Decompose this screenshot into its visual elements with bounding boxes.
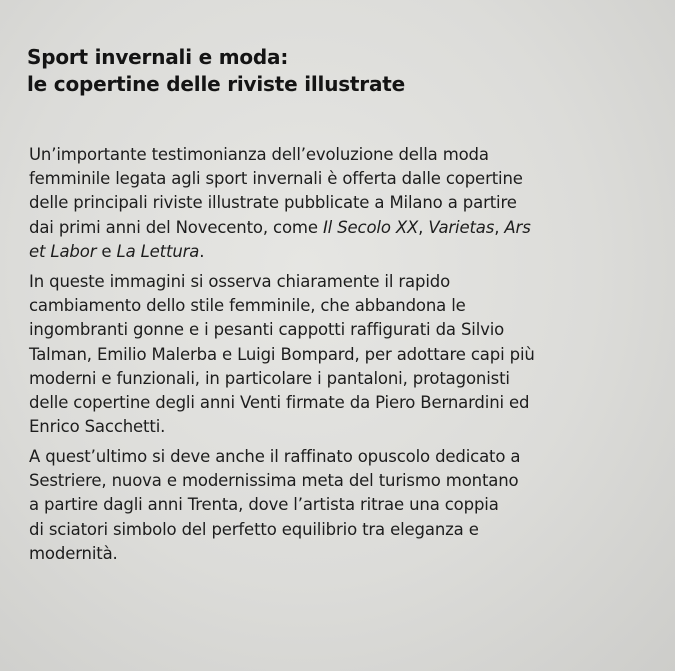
text-line: A quest’ultimo si deve anche il raffinato opuscolo dedicato a xyxy=(29,447,521,466)
text-line: a partire dagli anni Trenta, dove l’artista ritrae una coppia xyxy=(29,495,499,515)
magazine-title-ars-et-labor: Ars xyxy=(504,217,531,237)
text-line: modernità. xyxy=(29,543,118,563)
text-line: delle principali riviste illustrate pubblicate a Milano a partire xyxy=(29,193,517,213)
paragraph-style-change xyxy=(29,270,535,439)
text-line: di sciatori simbolo del perfetto equilibrio tra eleganza e xyxy=(29,519,479,539)
text-line: In queste immagini si osserva chiaramente il rapido xyxy=(29,272,451,291)
text-line: femminile legata agli sport invernali è offerta dalle copertine xyxy=(29,169,523,189)
text-line: moderni e funzionali, in particolare i pantaloni, protagonisti xyxy=(29,368,510,388)
magazine-title-varietas: Varietas xyxy=(428,217,495,237)
title-line-1: Sport invernali e moda: xyxy=(27,45,289,69)
text-run: , xyxy=(494,217,505,237)
magazine-title-ars-et-labor-cont: et Labor xyxy=(29,241,97,261)
text-line: delle copertine degli anni Venti firmate da Piero Bernardini ed xyxy=(29,393,530,413)
text-run: . xyxy=(199,241,205,261)
panel-title xyxy=(27,44,405,98)
magazine-title-il-secolo-xx: Il Secolo XX xyxy=(322,217,419,237)
text-line xyxy=(29,216,531,240)
paragraph-sestriere xyxy=(29,445,520,566)
paragraph-intro xyxy=(29,143,531,264)
text-line: Talman, Emilio Malerba e Luigi Bompard, per adottare capi più xyxy=(29,344,535,364)
text-run: dai primi anni del Novecento, come xyxy=(29,217,323,237)
text-line: ingombranti gonne e i pesanti cappotti raffigurati da Silvio xyxy=(29,320,505,340)
text-line: Sestriere, nuova e modernissima meta del turismo montano xyxy=(29,471,519,491)
title-line-2: le copertine delle riviste illustrate xyxy=(27,72,405,96)
text-line: Enrico Sacchetti. xyxy=(29,417,166,437)
text-line: Un’importante testimonianza dell’evoluzione della moda xyxy=(29,145,489,164)
text-line xyxy=(29,240,531,264)
magazine-title-la-lettura: La Lettura xyxy=(116,241,200,261)
text-run: , xyxy=(418,217,429,237)
text-line: cambiamento dello stile femminile, che abbandona le xyxy=(29,296,466,316)
text-run: e xyxy=(96,241,117,261)
